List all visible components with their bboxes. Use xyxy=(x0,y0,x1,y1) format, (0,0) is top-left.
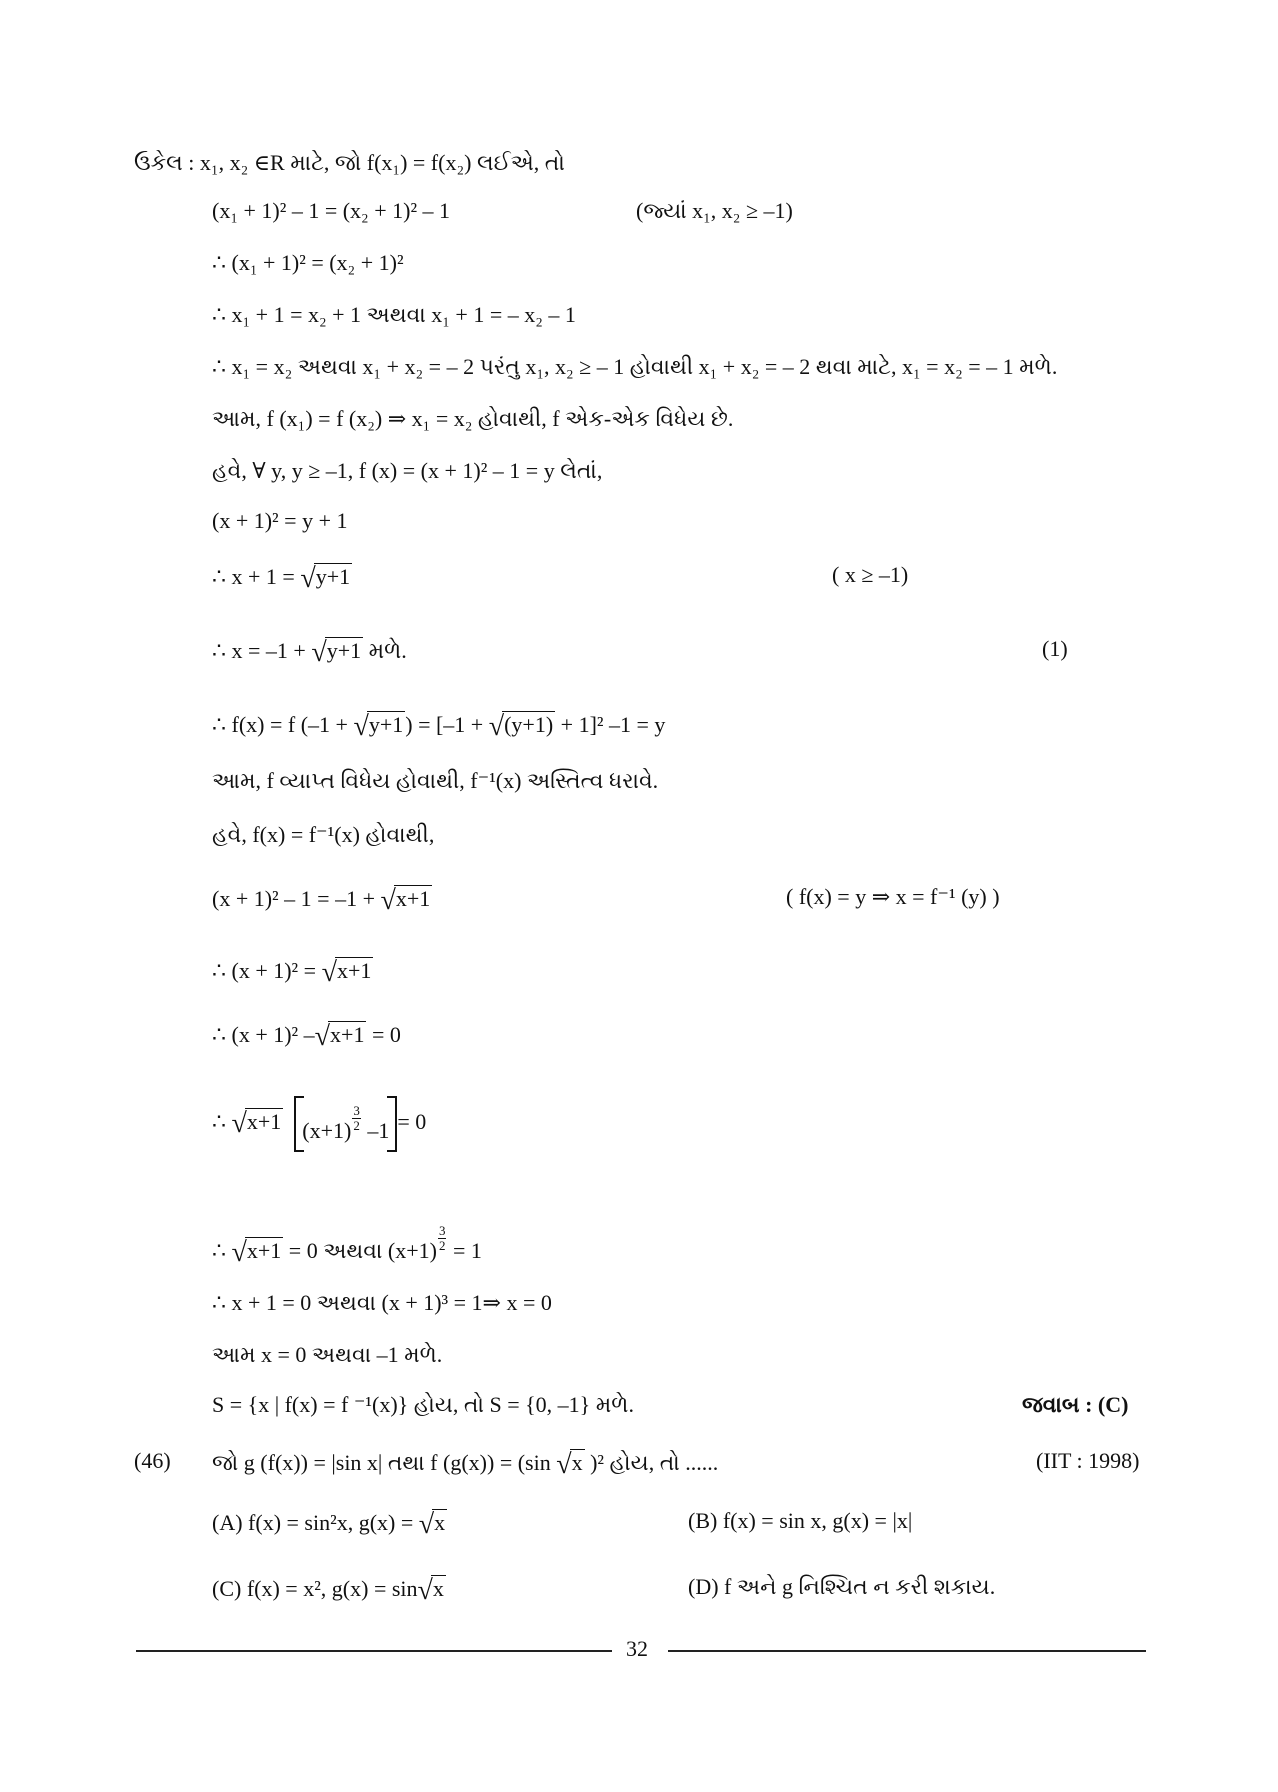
text-line: આમ x = 0 અથવા –1 મળે. xyxy=(212,1342,443,1367)
equation-line: (x + 1)² – 1 = –1 + √x+1 xyxy=(212,885,431,916)
option-c: (C) f(x) = x², g(x) = sin√x xyxy=(212,1575,444,1606)
text-line: હવે, ∀ y, y ≥ –1, f (x) = (x + 1)² – 1 = y લેતાં, xyxy=(212,458,603,483)
equation-line: ∴ f(x) = f (–1 + √y+1) = [–1 + √(y+1) + 1]² –1 = y xyxy=(212,711,666,742)
sqrt-symbol: √ xyxy=(488,711,505,742)
equation-line: ∴ x + 1 = 0 અથવા (x + 1)³ = 1⇒ x = 0 xyxy=(212,1290,552,1315)
equation-line: ∴ √x+1 (x+1) $\frac{3}{2}$ –1 = 0 xyxy=(212,1096,426,1152)
page-number: 32 xyxy=(626,1636,648,1661)
equation-line: (x₁ + 1)² – 1 = (x₂ + 1)² – 1 xyxy=(212,198,451,223)
option-a: (A) f(x) = sin²x, g(x) = √x xyxy=(212,1509,446,1540)
bracket-group: (x+1) $\frac{3}{2}$ –1 xyxy=(294,1096,397,1152)
equation-line: S = {x | f(x) = f ⁻¹(x)} હોય, તો S = {0, –1} મળે. xyxy=(212,1392,634,1417)
text-line: આમ, f (x₁) = f (x₂) ⇒ x₁ = x₂ હોવાથી, f એક-એક વિધેય છે. xyxy=(212,406,734,431)
sqrt-symbol: √ xyxy=(300,563,316,594)
question-number: (46) xyxy=(134,1448,171,1473)
question-text: જો g (f(x)) = |sin x| તથા f (g(x)) = (sin √x )² હોય, તો ...... xyxy=(212,1449,719,1480)
option-b: (B) f(x) = sin x, g(x) = |x| xyxy=(688,1508,913,1533)
footer-rule-right xyxy=(668,1650,1146,1652)
question-source: (IIT : 1998) xyxy=(1036,1448,1140,1473)
equation-line: (x + 1)² = y + 1 xyxy=(212,508,348,533)
sqrt-symbol: √ xyxy=(556,1449,572,1480)
sqrt-symbol: √ xyxy=(321,957,337,988)
sqrt-symbol: √ xyxy=(380,885,396,916)
answer-label: જવાબ : (C) xyxy=(1022,1392,1129,1417)
sqrt-symbol: √ xyxy=(353,711,369,742)
equation-line: ∴ √x+1 = 0 અથવા (x+1) $\frac{3}{2}$ = 1 xyxy=(212,1223,482,1269)
sqrt-symbol: √ xyxy=(311,637,327,668)
sqrt-symbol: √ xyxy=(417,1575,433,1606)
text-line: આમ, f વ્યાપ્ત વિધેય હોવાથી, f⁻¹(x) અસ્તિત્વ ધરાવે. xyxy=(212,768,659,793)
footer-rule-left xyxy=(136,1650,612,1652)
equation-number: (1) xyxy=(1042,636,1068,661)
equation-line: ∴ x = –1 + √y+1 મળે. xyxy=(212,637,407,668)
equation-condition: ( f(x) = y ⇒ x = f⁻¹ (y) ) xyxy=(786,884,1000,909)
sqrt-symbol: √ xyxy=(418,1509,435,1540)
sqrt-symbol: √ xyxy=(231,1108,247,1140)
equation-line: ∴ x + 1 = √y+1 xyxy=(212,563,351,594)
equation-condition: (જ્યાં x₁, x₂ ≥ –1) xyxy=(636,198,793,223)
equation-line: ∴ (x + 1)² –√x+1 = 0 xyxy=(212,1021,401,1052)
sqrt-symbol: √ xyxy=(314,1021,331,1052)
equation-line: ∴ x₁ + 1 = x₂ + 1 અથવા x₁ + 1 = – x₂ – 1 xyxy=(212,302,576,327)
text-line: હવે, f(x) = f⁻¹(x) હોવાથી, xyxy=(212,822,435,847)
option-d: (D) f અને g નિશ્ચિત ન કરી શકાય. xyxy=(688,1574,996,1599)
equation-condition: ( x ≥ –1) xyxy=(832,562,909,587)
sqrt-symbol: √ xyxy=(231,1237,247,1269)
equation-line: ∴ (x₁ + 1)² = (x₂ + 1)² xyxy=(212,250,404,275)
equation-line: ∴ (x + 1)² = √x+1 xyxy=(212,957,372,988)
equation-line: ∴ x₁ = x₂ અથવા x₁ + x₂ = – 2 પરંતુ x₁, x₂ ≥ – 1 હોવાથી x₁ + x₂ = – 2 થવા માટે, x₁ = x₂ = – 1 મળે. xyxy=(212,354,1058,379)
solution-intro: ઉકેલ : x₁, x₂ ∈R માટે, જો f(x₁) = f(x₂) લઈએ, તો xyxy=(134,150,565,175)
